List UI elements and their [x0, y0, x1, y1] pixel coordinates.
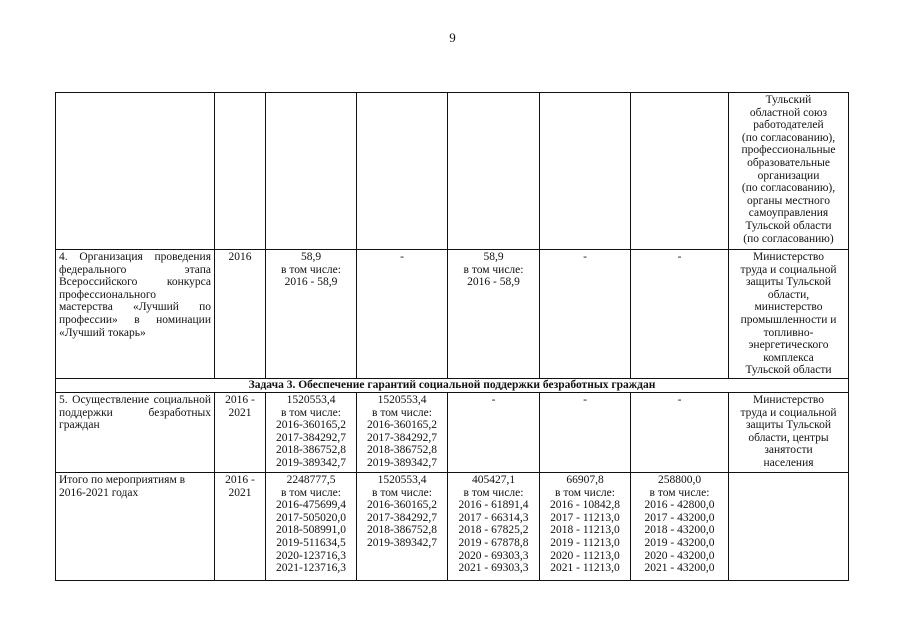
cell-line: 2018 - 43200,0	[644, 524, 715, 537]
cell-line: 2017-505020,0	[276, 511, 346, 524]
cell-line: в том числе:	[281, 486, 341, 499]
cell-line: Тульский	[765, 94, 812, 106]
cell-line: 2017 - 43200,0	[644, 511, 715, 524]
cell-regional	[448, 472, 540, 580]
cell-line: 2020 - 43200,0	[644, 549, 715, 562]
cell-executors	[729, 93, 849, 250]
cell-line: в том числе:	[372, 486, 432, 499]
cell-name-empty	[56, 93, 215, 250]
cell-line: занятости	[764, 444, 813, 457]
cell-regional	[448, 250, 540, 379]
cell-line: 2016 - 10842,8	[550, 499, 620, 512]
cell-local: -	[540, 392, 631, 472]
cell-line: 2017 - 66314,3	[458, 511, 529, 524]
cell-executors	[729, 392, 849, 472]
cell-line: в том числе:	[372, 406, 432, 419]
cell-line: в том числе:	[555, 486, 615, 499]
cell-line: 2248777,5	[286, 473, 336, 486]
cell-line: министерство	[754, 301, 823, 314]
cell-executors	[729, 250, 849, 379]
cell-line: в том числе:	[463, 263, 524, 276]
cell-line: 2017-384292,7	[276, 431, 346, 444]
cell-line: в том числе:	[463, 486, 524, 499]
cell-federal-empty	[357, 93, 448, 250]
cell-federal	[357, 392, 448, 472]
cell-line: 2017-384292,7	[367, 431, 437, 444]
cell-line: образовательные	[747, 156, 830, 169]
cell-line: 2019-511634,5	[276, 536, 346, 549]
table-row-5	[56, 392, 849, 472]
cell-line: 2020 - 69303,3	[458, 549, 529, 562]
cell-line: 258800,0	[657, 473, 702, 486]
cell-line: самоуправления	[748, 207, 829, 220]
cell-line: топливно-	[763, 326, 814, 339]
cell-line: труда и социальной	[740, 406, 837, 419]
cell-line: 2018 - 67825,2	[458, 524, 529, 537]
cell-total	[266, 472, 357, 580]
cell-line: Министерство	[753, 393, 824, 406]
cell-line: 2016 - 61891,4	[458, 499, 529, 512]
cell-executors-empty	[729, 472, 849, 580]
cell-line: 2016-360165,2	[276, 419, 346, 432]
cell-local	[540, 472, 631, 580]
cell-line: в том числе:	[649, 486, 710, 499]
cell-extra: -	[631, 392, 729, 472]
cell-line: 2018-508991,0	[276, 524, 346, 537]
cell-line: 2016 - 42800,0	[644, 499, 715, 512]
cell-line: профессиональные	[741, 144, 836, 157]
cell-line: защиты Тульской	[746, 276, 831, 289]
cell-extra-empty	[631, 93, 729, 250]
cell-event-name: 4. Организация проведения федерального этапа Всероссийского конкурса профессионального мастерства «Лучший по профессии» в номинации «Лучший токарь»	[56, 250, 215, 379]
cell-line: 2021	[228, 486, 252, 499]
cell-total	[266, 250, 357, 379]
cell-line: Тульской области	[745, 219, 832, 232]
cell-line: 2016 -	[225, 393, 255, 406]
task-header-row	[56, 378, 849, 392]
cell-line: 2019 - 67878,8	[458, 536, 529, 549]
cell-line: 2016-360165,2	[367, 419, 437, 432]
cell-line: 2017-384292,7	[367, 511, 437, 524]
cell-line: 2018-386752,8	[276, 444, 346, 457]
cell-line: в том числе:	[281, 263, 341, 276]
cell-line: (по согласованию),	[741, 131, 836, 144]
cell-year	[215, 472, 266, 580]
cell-line: органы местного	[747, 194, 830, 207]
cell-line: области,	[767, 288, 810, 301]
cell-line: 1520553,4	[377, 473, 427, 486]
cell-line: 2021 - 11213,0	[550, 562, 620, 575]
cell-line: 2016 -	[225, 473, 255, 486]
cell-line: 2018 - 11213,0	[550, 524, 620, 537]
cell-line: 2016-360165,2	[367, 499, 437, 512]
cell-extra	[631, 472, 729, 580]
cell-year	[215, 392, 266, 472]
cell-year: 2016	[215, 250, 266, 379]
cell-line: 2021	[228, 406, 252, 419]
cell-line: 2020-123716,3	[276, 549, 346, 562]
cell-line: 58,9	[300, 251, 322, 263]
cell-line: промышленности и	[740, 313, 837, 326]
cell-line: 66907,8	[566, 473, 604, 486]
cell-line: 405427,1	[471, 473, 516, 486]
cell-line: 2019-389342,7	[367, 536, 437, 549]
cell-line: 2020 - 11213,0	[550, 549, 620, 562]
page-number: 9	[449, 30, 456, 45]
cell-line: 2018-386752,8	[367, 524, 437, 537]
cell-line: 2016-475699,4	[276, 499, 346, 512]
cell-total	[266, 392, 357, 472]
cell-line: (по согласованию)	[743, 232, 834, 245]
cell-line: 2019 - 11213,0	[550, 536, 620, 549]
cell-line: 2021 - 69303,3	[458, 562, 529, 575]
table-row-continuation	[56, 93, 849, 250]
cell-regional: -	[448, 392, 540, 472]
cell-line: 2019-389342,7	[367, 456, 437, 469]
cell-line: защиты Тульской	[746, 419, 831, 432]
cell-extra: -	[631, 250, 729, 379]
cell-event-name: 5. Осуществление социальной поддержки безработных граждан	[56, 392, 215, 472]
cell-line: 2016 - 58,9	[467, 276, 520, 289]
cell-line: 2016 - 58,9	[284, 276, 338, 289]
cell-line: организации	[757, 169, 820, 182]
cell-local: -	[540, 250, 631, 379]
cell-line: Министерство	[753, 251, 824, 263]
cell-year-empty	[215, 93, 266, 250]
task-3-header: Задача 3. Обеспечение гарантий социальной поддержки безработных граждан	[56, 378, 849, 392]
table-row-4	[56, 250, 849, 379]
cell-line: 2021-123716,3	[276, 562, 346, 575]
cell-line: 58,9	[483, 251, 504, 263]
cell-line: области, центры	[748, 431, 829, 444]
cell-line: 2019-389342,7	[276, 456, 346, 469]
cell-federal: -	[357, 250, 448, 379]
cell-line: энергетического	[748, 339, 829, 352]
cell-line: 2019 - 43200,0	[644, 536, 715, 549]
cell-line: в том числе:	[281, 406, 341, 419]
cell-line: областной союз	[749, 106, 828, 119]
cell-line: населения	[763, 456, 814, 469]
cell-line: 2017 - 11213,0	[550, 511, 620, 524]
cell-total-name: Итого по мероприятиям в 2016-2021 годах	[56, 472, 215, 580]
cell-line: 2021 - 43200,0	[644, 562, 715, 575]
cell-line: 1520553,4	[377, 393, 427, 406]
table-row-total	[56, 472, 849, 580]
cell-line: комплекса	[763, 351, 814, 364]
cell-federal	[357, 472, 448, 580]
cell-line: работодателей	[753, 119, 824, 132]
cell-regional-empty	[448, 93, 540, 250]
cell-line: 2018-386752,8	[367, 444, 437, 457]
cell-line: Тульской области	[745, 364, 832, 377]
cell-line: (по согласованию),	[741, 182, 836, 195]
cell-total-empty	[266, 93, 357, 250]
cell-line: труда и социальной	[740, 263, 837, 276]
program-table	[55, 92, 849, 581]
cell-local-empty	[540, 93, 631, 250]
cell-line: 1520553,4	[286, 393, 336, 406]
